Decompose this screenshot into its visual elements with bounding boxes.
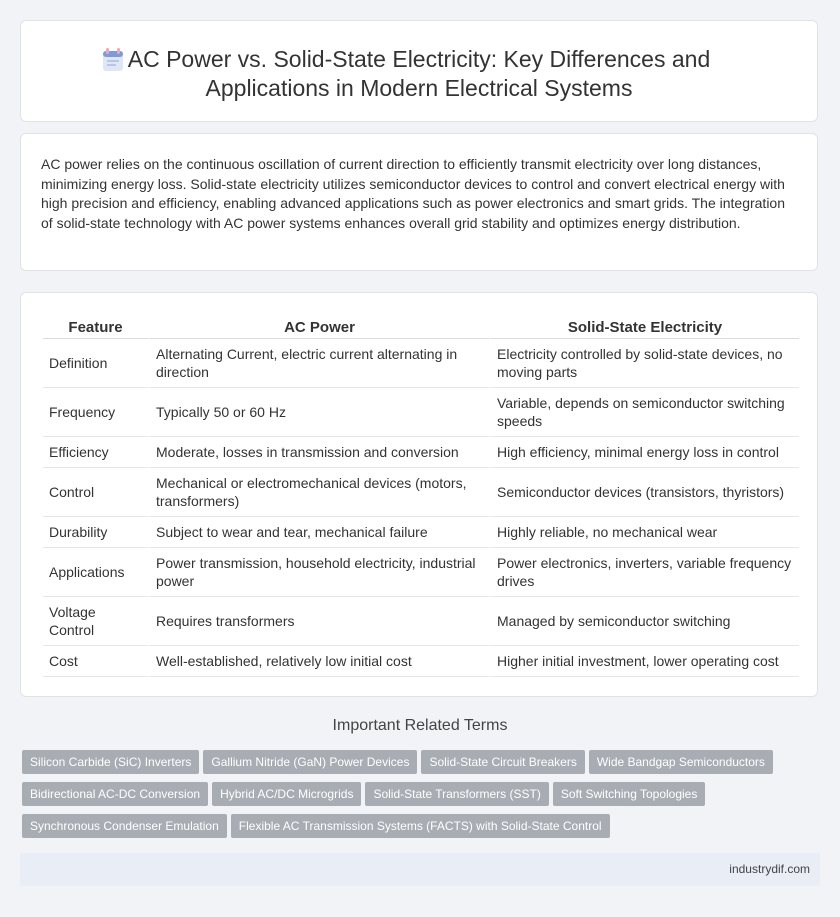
feature-cell: Control bbox=[43, 468, 148, 517]
related-terms-list bbox=[22, 750, 812, 846]
title-card bbox=[20, 20, 818, 122]
ac-cell: Subject to wear and tear, mechanical failure bbox=[148, 517, 489, 548]
comparison-card bbox=[20, 292, 818, 697]
table-row bbox=[43, 388, 799, 437]
table-row bbox=[43, 597, 799, 646]
ac-cell: Typically 50 or 60 Hz bbox=[148, 388, 489, 437]
table-row bbox=[43, 548, 799, 597]
solid-state-cell: High efficiency, minimal energy loss in control bbox=[489, 437, 799, 468]
related-term-tag[interactable]: Soft Switching Topologies bbox=[553, 782, 706, 806]
table-row bbox=[43, 437, 799, 468]
footer-site-link[interactable]: industrydif.com bbox=[729, 862, 810, 876]
solid-state-cell: Managed by semiconductor switching bbox=[489, 597, 799, 646]
solid-state-cell: Higher initial investment, lower operating cost bbox=[489, 646, 799, 677]
solid-state-cell: Electricity controlled by solid-state devices, no moving parts bbox=[489, 339, 799, 388]
ac-cell: Well-established, relatively low initial cost bbox=[148, 646, 489, 677]
ac-cell: Moderate, losses in transmission and conversion bbox=[148, 437, 489, 468]
comparison-table bbox=[43, 315, 799, 677]
feature-cell: Cost bbox=[43, 646, 148, 677]
intro-paragraph: AC power relies on the continuous oscillation of current direction to efficiently transmit electricity over long distances, minimizing energy loss. Solid-state electricity utilizes semiconductor devices to control and convert electrical energy with high precision and efficiency, enabling advanced applications such as power electronics and smart grids. The integration of solid-state technology with AC power systems enhances overall grid stability and optimizes energy distribution. bbox=[41, 156, 785, 231]
feature-cell: Applications bbox=[43, 548, 148, 597]
related-term-tag[interactable]: Silicon Carbide (SiC) Inverters bbox=[22, 750, 199, 774]
table-header-row bbox=[43, 315, 799, 339]
header-ac-power: AC Power bbox=[148, 315, 489, 339]
ac-cell: Mechanical or electromechanical devices (motors, transformers) bbox=[148, 468, 489, 517]
header-feature: Feature bbox=[43, 315, 148, 339]
footer bbox=[20, 853, 820, 886]
solid-state-cell: Semiconductor devices (transistors, thyristors) bbox=[489, 468, 799, 517]
related-term-tag[interactable]: Synchronous Condenser Emulation bbox=[22, 814, 227, 838]
intro-card bbox=[20, 133, 818, 271]
solid-state-cell: Highly reliable, no mechanical wear bbox=[489, 517, 799, 548]
related-terms-heading: Important Related Terms bbox=[332, 717, 508, 734]
ac-cell: Power transmission, household electricity, industrial power bbox=[148, 548, 489, 597]
feature-cell: Durability bbox=[43, 517, 148, 548]
page-title: AC Power vs. Solid-State Electricity: Key Differences and Applications in Modern Electrical Systems bbox=[127, 46, 711, 101]
related-term-tag[interactable]: Bidirectional AC-DC Conversion bbox=[22, 782, 208, 806]
table-row bbox=[43, 517, 799, 548]
related-term-tag[interactable]: Hybrid AC/DC Microgrids bbox=[212, 782, 361, 806]
related-term-tag[interactable]: Solid-State Transformers (SST) bbox=[365, 782, 548, 806]
solid-state-cell: Variable, depends on semiconductor switching speeds bbox=[489, 388, 799, 437]
feature-cell: Definition bbox=[43, 339, 148, 388]
table-row bbox=[43, 339, 799, 388]
table-row bbox=[43, 468, 799, 517]
ac-cell: Requires transformers bbox=[148, 597, 489, 646]
related-term-tag[interactable]: Wide Bandgap Semiconductors bbox=[589, 750, 773, 774]
feature-cell: Frequency bbox=[43, 388, 148, 437]
solid-state-cell: Power electronics, inverters, variable frequency drives bbox=[489, 548, 799, 597]
related-term-tag[interactable]: Solid-State Circuit Breakers bbox=[421, 750, 584, 774]
ac-cell: Alternating Current, electric current alternating in direction bbox=[148, 339, 489, 388]
feature-cell: Efficiency bbox=[43, 437, 148, 468]
header-solid-state: Solid-State Electricity bbox=[489, 315, 799, 339]
feature-cell: Voltage Control bbox=[43, 597, 148, 646]
related-term-tag[interactable]: Flexible AC Transmission Systems (FACTS) with Solid-State Control bbox=[231, 814, 610, 838]
related-term-tag[interactable]: Gallium Nitride (GaN) Power Devices bbox=[203, 750, 417, 774]
table-row bbox=[43, 646, 799, 677]
